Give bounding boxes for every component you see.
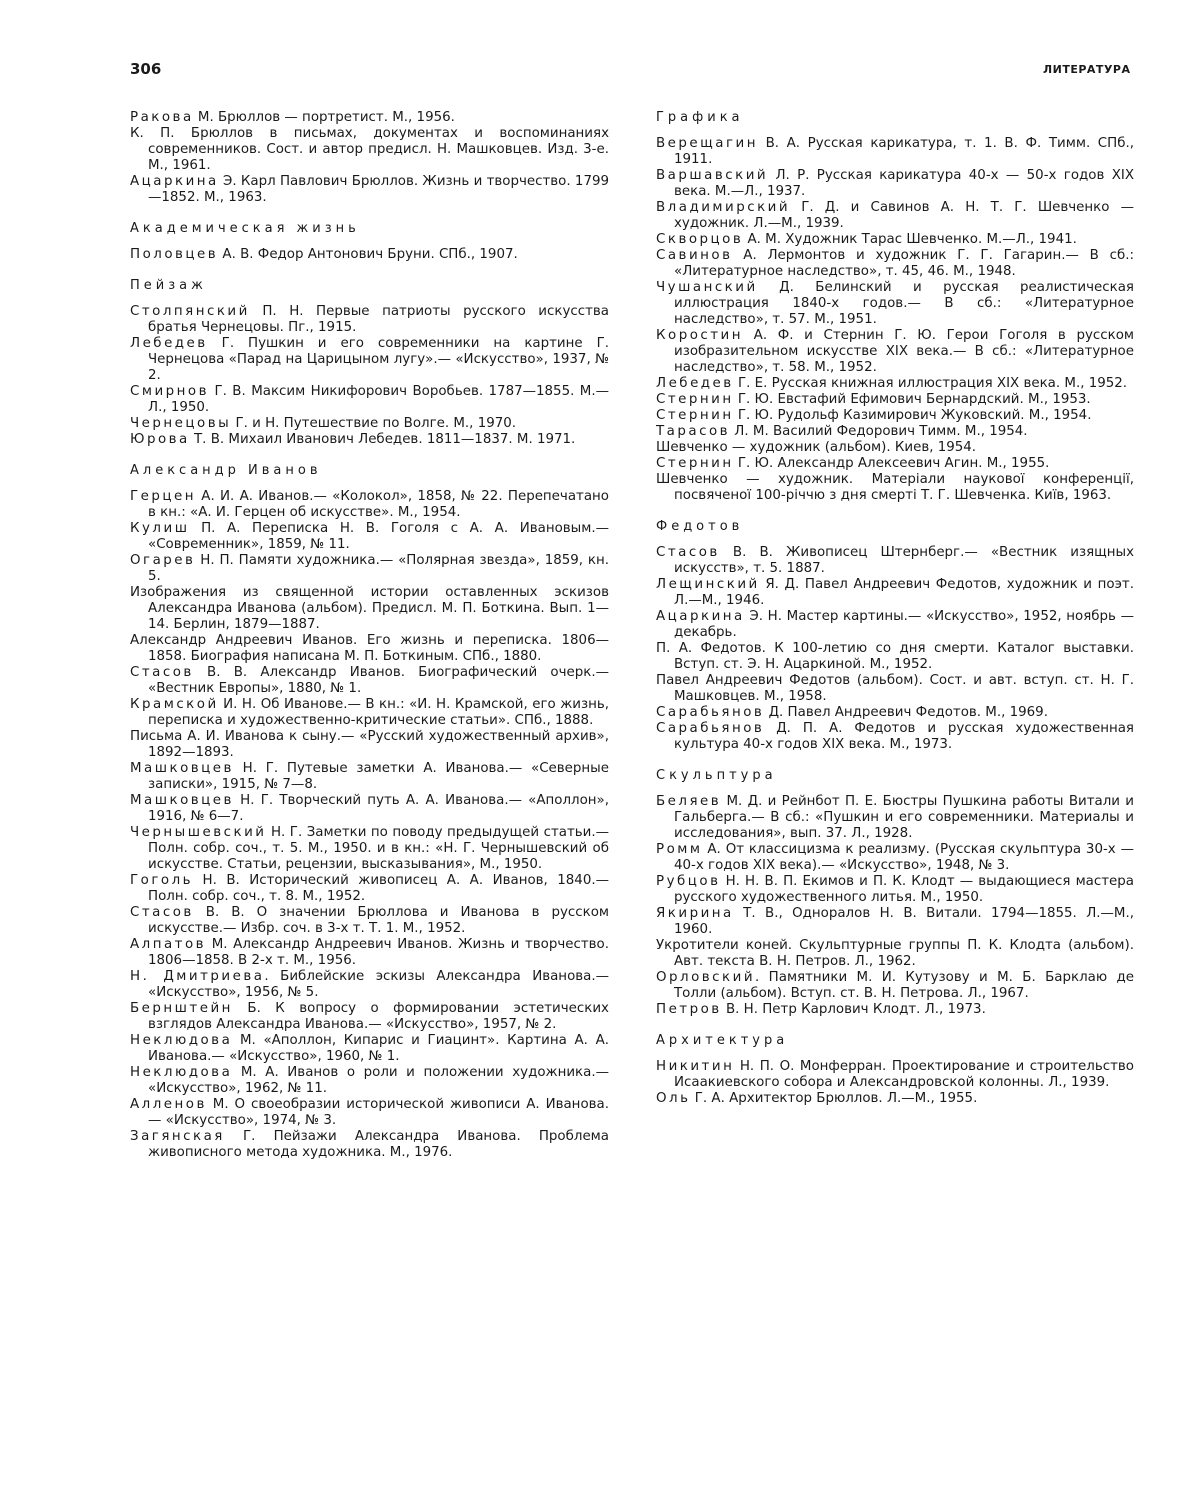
- bibliography-entry: [656, 456, 1134, 472]
- entry-author: Стернин: [656, 392, 734, 407]
- bibliography-entry: [656, 1059, 1134, 1091]
- entry-text: Г. Пейзажи Александра Иванова. Проблема живописного метода художника. М., 1976.: [148, 1129, 609, 1160]
- entry-author: Гоголь: [130, 873, 194, 888]
- entry-author: Скворцов: [656, 232, 744, 247]
- entry-text: Н. Г. Заметки по поводу предыдущей статьи.— Полн. собр. соч., т. 5. М., 1950. и в кн.: «Н. Г. Чернышевский об искусстве. Статьи, рецензии, высказывания», М., 1950.: [148, 825, 609, 872]
- bibliography-entry: [130, 1097, 609, 1129]
- bibliography-entry: [130, 110, 609, 126]
- entry-author: Варшавский: [656, 168, 769, 183]
- entry-text: М. О своеобразии исторической живописи А. Иванова.— «Искусство», 1974, № 3.: [148, 1097, 609, 1128]
- entry-text: Н. П. О. Монферран. Проектирование и строительство Исаакиевского собора и Александровской колонны. Л., 1939.: [674, 1059, 1134, 1090]
- entry-author: Алпатов: [130, 937, 207, 952]
- bibliography-section: [130, 221, 609, 263]
- section-title: Пейзаж: [130, 278, 207, 293]
- bibliography-entry: [656, 280, 1134, 328]
- entry-text: П. Н. Первые патриоты русского искусства братья Чернецовы. Пг., 1915.: [148, 304, 609, 335]
- entry-author: Неклюдова: [130, 1065, 233, 1080]
- entry-text: Александр Андреевич Иванов. Его жизнь и переписка. 1806—1858. Биография написана М. П. Боткиным. СПб., 1880.: [130, 633, 609, 664]
- entry-text: В. В. Александр Иванов. Биографический очерк.— «Вестник Европы», 1880, № 1.: [148, 665, 609, 696]
- bibliography-entry: [130, 1129, 609, 1161]
- entry-author: Ракова: [130, 110, 194, 125]
- entry-author: Крамской: [130, 697, 219, 712]
- bibliography-entry: [130, 489, 609, 521]
- entry-text: . Памятники М. И. Кутузову и М. Б. Барклаю де Толли (альбом). Вступ. ст. В. Н. Петрова. Л., 1967.: [674, 970, 1134, 1001]
- bibliography-entry: [656, 794, 1134, 842]
- entry-text: К. П. Брюллов в письмах, документах и воспоминаниях современников. Сост. и автор предисл. Н. Машковцев. Изд. 3-е. М., 1961.: [130, 126, 609, 173]
- entry-text: Н. В. Исторический живописец А. А. Иванов, 1840.— Полн. собр. соч., т. 8. М., 1952.: [148, 873, 609, 904]
- entry-author: Ромм: [656, 842, 703, 857]
- bibliography-entry: [656, 545, 1134, 577]
- section-title: Архитектура: [656, 1033, 789, 1048]
- entry-text: П. А. Федотов. К 100-летию со дня смерти. Каталог выставки. Вступ. ст. Э. Н. Ацаркиной. М., 1952.: [656, 641, 1134, 672]
- bibliography-entry: [656, 577, 1134, 609]
- bibliography-entry: [656, 1091, 1134, 1107]
- bibliography-section: [130, 463, 609, 1161]
- bibliography-entry: [656, 705, 1134, 721]
- entry-text: Л. М. Василий Федорович Тимм. М., 1954.: [730, 424, 1028, 439]
- entry-author: Стасов: [130, 905, 194, 920]
- entry-author: Машковцев: [130, 793, 234, 808]
- bibliography-entry: [656, 721, 1134, 753]
- bibliography-entry: [130, 969, 609, 1001]
- bibliography-entry: [130, 336, 609, 384]
- bibliography-entry: [656, 906, 1134, 938]
- entry-author: Якирина: [656, 906, 734, 921]
- entry-author: Петров: [656, 1002, 722, 1017]
- entry-text: Н. Н. В. П. Екимов и П. К. Клодт — выдающиеся мастера русского художественного литья. М., 1950.: [674, 874, 1134, 905]
- entry-text: Т. В. Михаил Иванович Лебедев. 1811—1837. М. 1971.: [189, 432, 576, 447]
- entry-text: В. В. Живописец Штернберг.— «Вестник изящных искусств», т. 5. 1887.: [674, 545, 1134, 576]
- entry-text: А. Лермонтов и художник Г. Г. Гагарин.— В сб.: «Литературное наследство», т. 45, 46. М., 1948.: [674, 248, 1134, 279]
- entry-author: Рубцов: [656, 874, 721, 889]
- bibliography-entry: [130, 126, 609, 174]
- entry-text: Г. А. Архитектор Брюллов. Л.—М., 1955.: [690, 1091, 978, 1106]
- bibliography-entry: [130, 1065, 609, 1097]
- bibliography-entry: [130, 633, 609, 665]
- entry-text: Э. Карл Павлович Брюллов. Жизнь и творчество. 1799—1852. М., 1963.: [148, 174, 609, 205]
- bibliography-entry: [130, 432, 609, 448]
- entry-text: М. Александр Андреевич Иванов. Жизнь и творчество. 1806—1858. В 2-х т. М., 1956.: [148, 937, 609, 968]
- bibliography-entry: [130, 1033, 609, 1065]
- entry-author: Алленов: [130, 1097, 207, 1112]
- bibliography-section: [130, 110, 609, 206]
- bibliography-entry: [656, 472, 1134, 504]
- bibliography-entry: [656, 938, 1134, 970]
- entry-text: Письма А. И. Иванова к сыну.— «Русский художественный архив», 1892—1893.: [130, 729, 609, 760]
- entry-author: Ацаркина: [656, 609, 745, 624]
- bibliography-entry: [130, 873, 609, 905]
- entry-author: Машковцев: [130, 761, 234, 776]
- entry-author: Герцен: [130, 489, 197, 504]
- bibliography-entry: [656, 232, 1134, 248]
- entry-text: Д. П. А. Федотов и русская художественная культура 40-х годов XIX века. М., 1973.: [674, 721, 1134, 752]
- entry-text: . Библейские эскизы Александра Иванова.— «Искусство», 1956, № 5.: [148, 969, 610, 1000]
- entry-author: Коростин: [656, 328, 744, 343]
- bibliography-entry: [656, 168, 1134, 200]
- entry-author: Стернин: [656, 456, 734, 471]
- bibliography-section: [656, 1033, 1134, 1107]
- bibliography-entry: [130, 937, 609, 969]
- bibliography-entry: [130, 793, 609, 825]
- left-column: [130, 110, 609, 1176]
- bibliography-entry: [130, 697, 609, 729]
- entry-text: А. В. Федор Антонович Бруни. СПб., 1907.: [218, 247, 518, 262]
- entry-text: В. Н. Петр Карлович Клодт. Л., 1973.: [721, 1002, 986, 1017]
- entry-text: Г. и Н. Путешествие по Волге. М., 1970.: [231, 416, 517, 431]
- entry-author: Лебедев: [130, 336, 208, 351]
- entry-text: Д. Павел Андреевич Федотов. М., 1969.: [764, 705, 1048, 720]
- entry-author: Стасов: [656, 545, 720, 560]
- bibliography-entry: [130, 729, 609, 761]
- entry-author: Половцев: [130, 247, 219, 262]
- entry-text: Павел Андреевич Федотов (альбом). Сост. и авт. вступ. ст. Н. Г. Машковцев. М., 1958.: [656, 673, 1134, 704]
- bibliography-section: [656, 768, 1134, 1018]
- bibliography-section: [656, 519, 1134, 753]
- entry-text: Н. Г. Творческий путь А. А. Иванова.— «Аполлон», 1916, № 6—7.: [148, 793, 609, 824]
- entry-author: Загянская: [130, 1129, 225, 1144]
- section-title: Александр Иванов: [130, 463, 322, 478]
- entry-author: Владимирский: [656, 200, 791, 215]
- entry-text: Шевченко — художник. Матеріали наукової конференції, посвяченої 100-річчю з дня смерті Т. Г. Шевченка. Київ, 1963.: [656, 472, 1134, 503]
- bibliography-entry: [130, 247, 609, 263]
- bibliography-section: [130, 278, 609, 448]
- bibliography-entry: [656, 842, 1134, 874]
- entry-text: Э. Н. Мастер картины.— «Искусство», 1952, ноябрь — декабрь.: [674, 609, 1134, 640]
- bibliography-entry: [656, 440, 1134, 456]
- bibliography-entry: [130, 304, 609, 336]
- entry-text: Г. Ю. Евстафий Ефимович Бернардский. М., 1953.: [733, 392, 1091, 407]
- bibliography-entry: [130, 521, 609, 553]
- bibliography-entry: [656, 673, 1134, 705]
- section-title: Федотов: [656, 519, 744, 534]
- entry-text: М. Д. и Рейнбот П. Е. Бюстры Пушкина работы Витали и Гальберга.— В сб.: «Пушкин и его современники. Материалы и исследования», вып. 37. Л., 1928.: [674, 794, 1134, 841]
- entry-text: Н. П. Памяти художника.— «Полярная звезда», 1859, кн. 5.: [148, 553, 609, 584]
- entry-text: Г. Пушкин и его современники на картине Г. Чернецова «Парад на Царицыном лугу».— «Искусство», 1937, № 2.: [148, 336, 609, 383]
- bibliography-section: [656, 110, 1134, 504]
- entry-text: В. В. О значении Брюллова и Иванова в русском искусстве.— Избр. соч. в 3-х т. Т. 1. М., 1952.: [148, 905, 609, 936]
- entry-author: Беляев: [656, 794, 722, 809]
- entry-text: М. Брюллов — портретист. М., 1956.: [193, 110, 455, 125]
- entry-author: Никитин: [656, 1059, 735, 1074]
- entry-text: Шевченко — художник (альбом). Киев, 1954.: [656, 440, 977, 455]
- entry-text: М. «Аполлон, Кипарис и Гиацинт». Картина А. А. Иванова.— «Искусство», 1960, № 1.: [148, 1033, 609, 1064]
- entry-author: Н. Дмитриева: [130, 969, 265, 984]
- bibliography-entry: [130, 384, 609, 416]
- bibliography-entry: [656, 200, 1134, 232]
- entry-author: Чушанский: [656, 280, 758, 295]
- entry-text: А. Ф. и Стернин Г. Ю. Герои Гоголя в русском изобразительном искусстве XIX века.— В сб.: «Литературное наследство», т. 58. М., 1952.: [674, 328, 1134, 375]
- entry-author: Стернин: [656, 408, 734, 423]
- entry-author: Сарабьянов: [656, 705, 765, 720]
- section-title: Академическая жизнь: [130, 221, 360, 236]
- bibliography-entry: [656, 641, 1134, 673]
- entry-text: Г. Ю. Рудольф Казимирович Жуковский. М., 1954.: [733, 408, 1092, 423]
- entry-author: Оль: [656, 1091, 691, 1106]
- entry-author: Тарасов: [656, 424, 731, 439]
- entry-text: Н. Г. Путевые заметки А. Иванова.— «Северные записки», 1915, № 7—8.: [148, 761, 609, 792]
- bibliography-entry: [130, 174, 609, 206]
- entry-text: Б. К вопросу о формировании эстетических взглядов Александра Иванова.— «Искусство», 1957, № 2.: [148, 1001, 609, 1032]
- entry-author: Бернштейн: [130, 1001, 233, 1016]
- bibliography-entry: [656, 970, 1134, 1002]
- bibliography-entry: [656, 408, 1134, 424]
- bibliography-entry: [130, 825, 609, 873]
- entry-text: Г. Е. Русская книжная иллюстрация XIX века. М., 1952.: [733, 376, 1128, 391]
- running-head: ЛИТЕРАТУРА: [1043, 63, 1131, 76]
- entry-author: Кулиш: [130, 521, 190, 536]
- entry-author: Чернышевский: [130, 825, 267, 840]
- entry-text: Г. В. Максим Никифорович Воробьев. 1787—1855. М.—Л., 1950.: [148, 384, 609, 415]
- entry-text: Л. Р. Русская карикатура 40-х — 50-х годов XIX века. М.—Л., 1937.: [674, 168, 1134, 199]
- entry-text: М. А. Иванов о роли и положении художника.— «Искусство», 1962, № 11.: [148, 1065, 609, 1096]
- bibliography-entry: [656, 392, 1134, 408]
- bibliography-entry: [656, 609, 1134, 641]
- entry-text: Д. Белинский и русская реалистическая иллюстрация 1840-х годов.— В сб.: «Литературное наследство», т. 57. М., 1951.: [674, 280, 1134, 327]
- entry-author: Верещагин: [656, 136, 758, 151]
- entry-text: Г. Ю. Александр Алексеевич Агин. М., 1955.: [733, 456, 1050, 471]
- bibliography-entry: [130, 665, 609, 697]
- bibliography-entry: [656, 1002, 1134, 1018]
- entry-author: Чернецовы: [130, 416, 232, 431]
- entry-text: Я. Д. Павел Андреевич Федотов, художник и поэт. Л.—М., 1946.: [674, 577, 1134, 608]
- entry-author: Стасов: [130, 665, 194, 680]
- entry-text: И. Н. Об Иванове.— В кн.: «И. Н. Крамской, его жизнь, переписка и художественно-критические статьи». СПб., 1888.: [148, 697, 609, 728]
- section-title: Скульптура: [656, 768, 777, 783]
- entry-author: Орловский: [656, 970, 756, 985]
- entry-text: Изображения из священной истории оставленных эскизов Александра Иванова (альбом). Предисл. М. П. Боткина. Вып. 1—14. Берлин, 1879—1887.: [130, 585, 609, 632]
- entry-text: А. От классицизма к реализму. (Русская скульптура 30-х — 40-х годов XIX века).— «Искусство», 1948, № 3.: [674, 842, 1134, 873]
- entry-text: А. М. Художник Тарас Шевченко. М.—Л., 1941.: [743, 232, 1077, 247]
- entry-author: Ацаркина: [130, 174, 219, 189]
- bibliography-entry: [130, 761, 609, 793]
- entry-text: В. А. Русская карикатура, т. 1. В. Ф. Тимм. СПб., 1911.: [674, 136, 1134, 167]
- bibliography-entry: [656, 136, 1134, 168]
- section-title: Графика: [656, 110, 744, 125]
- entry-author: Юрова: [130, 432, 190, 447]
- entry-author: Смирнов: [130, 384, 209, 399]
- bibliography-entry: [130, 553, 609, 585]
- bibliography-entry: [656, 424, 1134, 440]
- entry-author: Лещинский: [656, 577, 760, 592]
- page-number: 306: [130, 60, 162, 78]
- bibliography-entry: [130, 585, 609, 633]
- entry-text: Т. В., Одноралов Н. В. Витали. 1794—1855. Л.—М., 1960.: [674, 906, 1134, 937]
- entry-author: Савинов: [656, 248, 733, 263]
- bibliography-entry: [656, 874, 1134, 906]
- entry-author: Неклюдова: [130, 1033, 233, 1048]
- right-column: [656, 110, 1134, 1122]
- entry-text: Г. Д. и Савинов А. Н. Т. Г. Шевченко — художник. Л.—М., 1939.: [674, 200, 1134, 231]
- entry-author: Огарев: [130, 553, 196, 568]
- bibliography-entry: [656, 328, 1134, 376]
- entry-text: Укротители коней. Скульптурные группы П. К. Клодта (альбом). Авт. текста В. Н. Петров. Л., 1962.: [656, 938, 1134, 969]
- entry-author: Сарабьянов: [656, 721, 765, 736]
- bibliography-entry: [656, 248, 1134, 280]
- entry-text: А. И. А. Иванов.— «Колокол», 1858, № 22. Перепечатано в кн.: «А. И. Герцен об искусстве». М., 1954.: [148, 489, 609, 520]
- bibliography-entry: [130, 905, 609, 937]
- entry-author: Лебедев: [656, 376, 734, 391]
- bibliography-entry: [656, 376, 1134, 392]
- entry-text: П. А. Переписка Н. В. Гоголя с А. А. Ивановым.— «Современник», 1859, № 11.: [148, 521, 609, 552]
- entry-author: Столпянский: [130, 304, 250, 319]
- bibliography-entry: [130, 1001, 609, 1033]
- bibliography-entry: [130, 416, 609, 432]
